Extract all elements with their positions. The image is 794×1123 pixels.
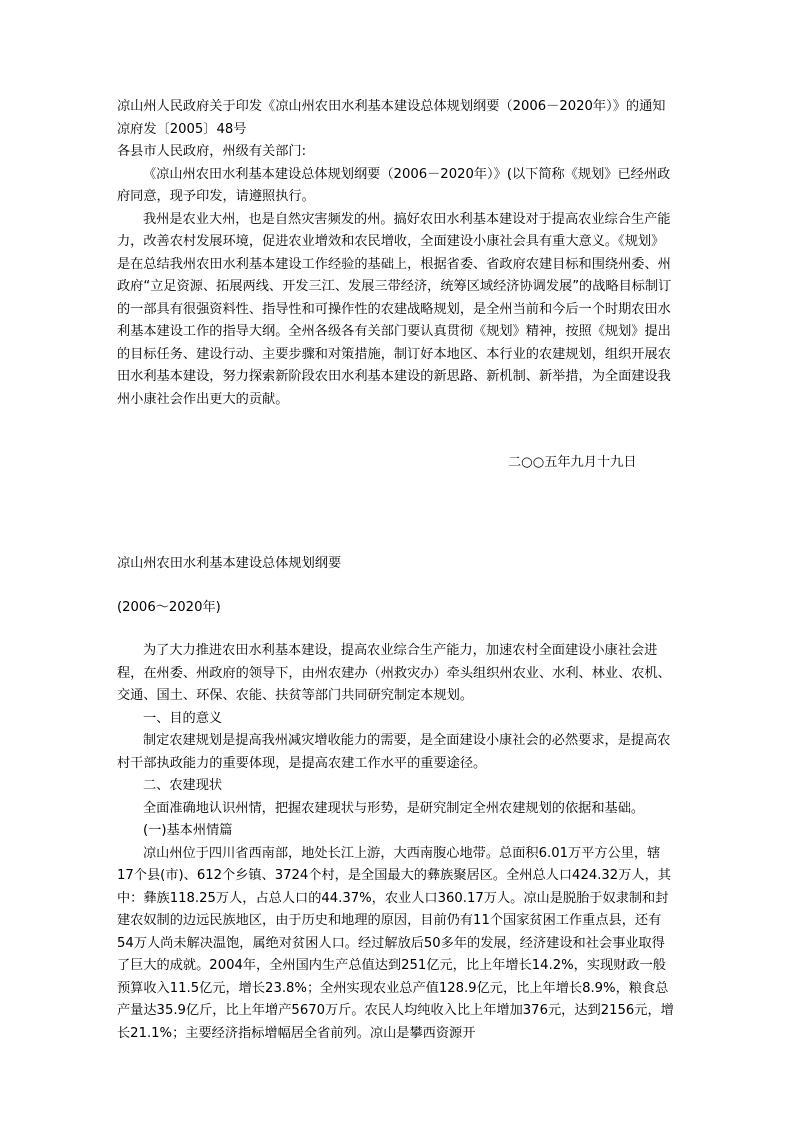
section-2-text: 全面准确地认识州情，把握农建现状与形势，是研究制定全州农建规划的依据和基础。 bbox=[143, 800, 645, 816]
notice-date: 二○○五年九月十九日 bbox=[508, 455, 637, 470]
notice-paragraph-1: 《凉山州农田水利基本建设总体规划纲要（2006－2020年）》(以下简称《规划》已经州政府同意，现予印发，请遵照执行。 bbox=[117, 166, 671, 204]
notice-paragraph-2: 我州是农业大州，也是自然灾害频发的州。搞好农田水利基本建设对于提高农业综合生产能力，改善农村发展环境，促进农业增效和农民增收，全面建设小康社会具有重大意义。《规划》是在总结我州农田水利基本建设工作经验的基础上，根据省委、省政府农建目标和围绕州委、州政府“立足资源、拓展两线、开发三江、发展三带经济，统筹区域经济协调发展”的战略目标制订的一部具有很强资料性、指导性和可操作性的农建战略规划，是全州当前和今后一个时期农田水利基本建设工作的指导大纲。全州各级各有关部门要认真贯彻《规划》精神，按照《规划》提出的目标任务、建设行动、主要步骤和对策措施，制订好本地区、本行业的农建规划，组织开展农田水利基本建设，努力探索新阶段农田水利基本建设的新思路、新机制、新举措，为全面建设我州小康社会作出更大的贡献。 bbox=[117, 211, 672, 407]
section-2-1-text: 凉山州位于四川省西南部，地处长江上游，大西南腹心地带。总面积6.01万平方公里，辖17个县(市)、612个乡镇、3724个村，是全国最大的彝族聚居区。全州总人口424.32万人，其中：彝族118.25万人，占总人口的44.37%，农业人口360.17万人。凉山是脱胎于奴隶制和封建农奴制的边远民族地区，由于历史和地理的原因，目前仍有11个国家贫困工作重点县，还有54万人尚未解决温饱，属绝对贫困人口。经过解放后50多年的发展，经济建设和社会事业取得了巨大的成就。2004年，全州国内生产总值达到251亿元，比上年增长14.2%，实现财政一般预算收入11.5亿元，增长23.8%；全州实现农业总产值128.9亿元，比上年增长8.9%，粮食总产量达35.9亿斤，比上年增产5670万斤。农民人均纯收入比上年增加376元，达到2156元，增长21.1%；主要经济指标增幅居全省前列。凉山是攀西资源开 bbox=[117, 845, 674, 1041]
outline-body bbox=[117, 640, 677, 1045]
outline-intro: 为了大力推进农田水利基本建设，提高农业综合生产能力，加速农村全面建设小康社会进程，在州委、州政府的领导下，由州农建办（州救灾办）牵头组织州农业、水利、林业、农机、交通、国土、环保、农能、扶贫等部门共同研究制定本规划。 bbox=[117, 643, 671, 703]
outline-title: 凉山州农田水利基本建设总体规划纲要 bbox=[117, 556, 342, 571]
section-1-text: 制定农建规划是提高我州减灾增收能力的需要，是全面建设小康社会的必然要求，是提高农村干部执政能力的重要体现，是提高农建工作水平的重要途径。 bbox=[117, 733, 671, 771]
notice-section bbox=[117, 96, 677, 411]
section-1-heading: 一、目的意义 bbox=[143, 710, 223, 726]
notice-salutation: 各县市人民政府，州级有关部门: bbox=[117, 144, 307, 159]
section-2-heading: 二、农建现状 bbox=[143, 778, 223, 793]
outline-period: (2006～2020年) bbox=[117, 600, 221, 615]
notice-title: 凉山州人民政府关于印发《凉山州农田水利基本建设总体规划纲要（2006－2020年）》的通知凉府发〔2005〕48号 bbox=[117, 99, 666, 137]
section-2-1-heading: (一)基本州情篇 bbox=[143, 823, 233, 838]
